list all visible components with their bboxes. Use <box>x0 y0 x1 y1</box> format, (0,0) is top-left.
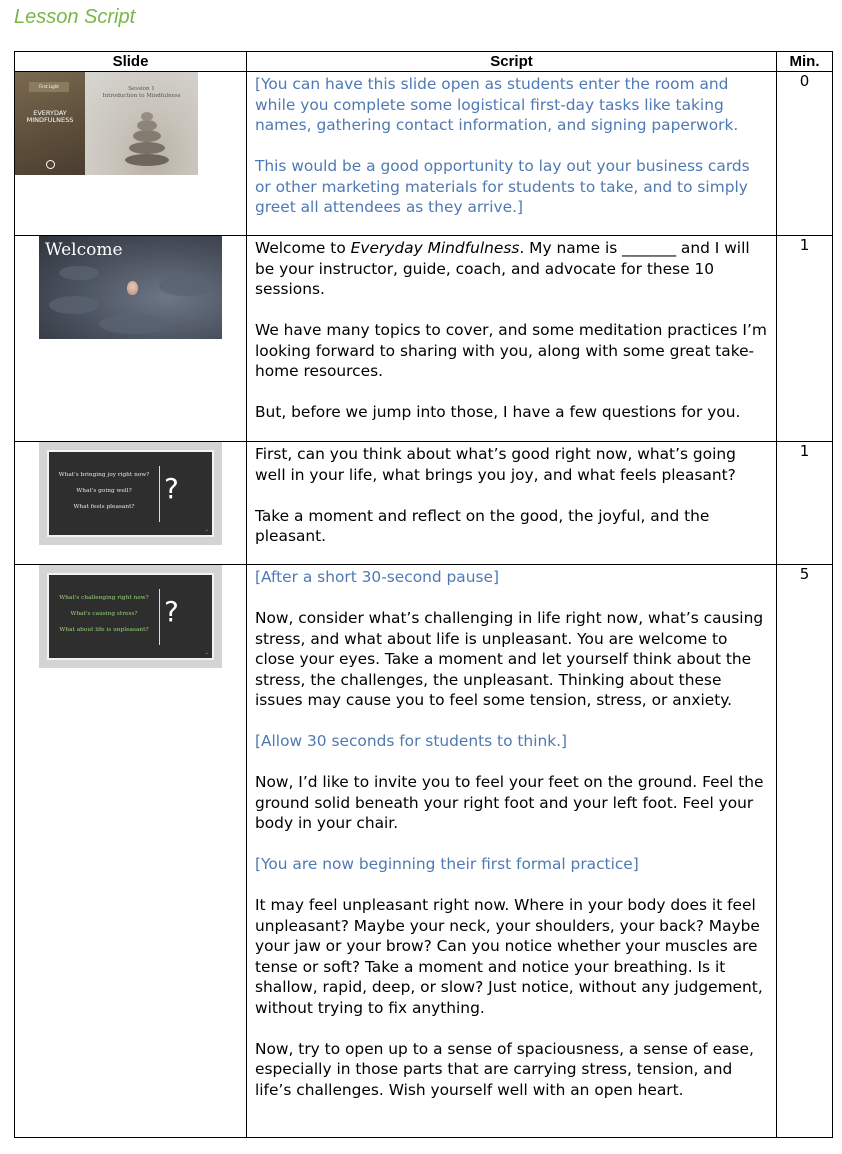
script-cell <box>247 72 777 236</box>
minutes-cell: 1 <box>777 236 833 442</box>
cover-title: EVERYDAY MINDFULNESS <box>26 109 74 124</box>
script-paragraph: Now, I’d like to invite you to feel your feet on the ground. Feel the ground solid beneath your right foot and your left foot. Feel your body in your chair. <box>255 773 764 832</box>
lily-pad-shape <box>99 314 169 334</box>
lily-pad-shape <box>49 296 99 314</box>
slide-frame <box>47 450 214 537</box>
lily-pad-shape <box>59 266 99 280</box>
slide-frame <box>47 573 214 660</box>
slide-thumbnail-welcome <box>39 236 222 339</box>
minutes-cell: 0 <box>777 72 833 236</box>
emphasis-text: Everyday Mindfulness <box>350 239 520 257</box>
slide-cell <box>15 72 247 236</box>
slide-thumbnail-joy <box>39 442 222 545</box>
script-note: [Allow 30 seconds for students to think.] <box>255 732 568 750</box>
script-paragraph: Now, try to open up to a sense of spaciousness, a sense of ease, especially in those parts that are carrying stress, tension, and life’s challenges. Wish yourself well with an open heart. <box>255 1039 754 1099</box>
stone-shape <box>133 130 161 142</box>
script-paragraph: But, before we jump into those, I have a few questions for you. <box>255 403 741 421</box>
stone-shape <box>125 154 169 166</box>
stone-shape <box>141 112 153 121</box>
stone-shape <box>137 120 157 131</box>
script-paragraph: Now, consider what’s challenging in life right now, what’s causing stress, and what about life is unpleasant. You are welcome to close your eyes. Take a moment and let yourself think about the stress, the challenges, the unpleasant. Thinking about these issues may cause you to feel some tension, stress, or anxiety. <box>255 609 764 709</box>
slide-question: What's challenging right now? <box>59 595 149 601</box>
cover-subtitle: Session 1 Introduction to Mindfulness <box>102 86 181 99</box>
slide-question: What's bringing joy right now? <box>58 472 150 478</box>
script-cell <box>247 565 777 1138</box>
question-mark-icon: ? <box>164 472 179 505</box>
script-paragraph: It may feel unpleasant right now. Where in your body does it feel unpleasant? Maybe your neck, your shoulders, your back? Maybe your jaw or your brow? Can you notice whether your muscles are tense or soft? Take a moment and notice your breathing. Is it shallow, rapid, deep, or slow? Just notice, without any judgement, without trying to fix anything. <box>255 896 763 1017</box>
lily-pad-shape <box>159 276 214 296</box>
slide-cell <box>15 565 247 1138</box>
minutes-cell: 1 <box>777 442 833 565</box>
slide-cell <box>15 236 247 442</box>
divider <box>159 589 160 645</box>
lotus-bud-icon <box>127 281 138 295</box>
slide-thumbnail-cover <box>15 72 198 175</box>
question-mark-icon: ? <box>164 595 179 628</box>
script-note: This would be a good opportunity to lay out your business cards or other marketing materials for students to take, and to simply greet all attendees as they arrive.] <box>255 157 750 216</box>
slide-question: What about life is unpleasant? <box>59 627 149 633</box>
header-slide: Slide <box>15 52 247 72</box>
slide-question: What feels pleasant? <box>73 504 135 510</box>
script-note: [After a short 30-second pause] <box>255 568 499 586</box>
table-header-row <box>15 52 833 72</box>
stones-photo <box>85 72 198 175</box>
script-paragraph: We have many topics to cover, and some meditation practices I’m looking forward to sharing with you, along with some great take-home resources. <box>255 321 767 380</box>
slide-footer: • <box>205 651 208 656</box>
script-note: [You can have this slide open as students enter the room and while you complete some logistical first-day tasks like taking names, gathering contact information, and signing paperwork. <box>255 75 739 134</box>
slide-question: What's going well? <box>76 488 132 494</box>
divider <box>159 466 160 522</box>
script-paragraph <box>255 238 768 300</box>
logo-icon <box>46 160 55 169</box>
stone-shape <box>129 142 165 154</box>
script-cell <box>247 442 777 565</box>
script-paragraph: First, can you think about what’s good right now, what’s going well in your life, what brings you joy, and what feels pleasant? <box>255 445 736 484</box>
lesson-script-table <box>14 51 833 1138</box>
script-paragraph: Take a moment and reflect on the good, the joyful, and the pleasant. <box>255 506 710 545</box>
header-minutes: Min. <box>777 52 833 72</box>
cover-badge: First Light <box>29 82 69 92</box>
text-run: . My name is _______ and I will be your instructor, guide, coach, and advocate for these 10 sessions. <box>255 239 750 298</box>
slide-footer: • <box>205 528 208 533</box>
table-row <box>15 236 833 442</box>
table-row <box>15 442 833 565</box>
slide-overlay-text: Welcome <box>45 240 123 260</box>
header-script: Script <box>247 52 777 72</box>
slide-cell <box>15 442 247 565</box>
table-row <box>15 72 833 236</box>
cover-panel <box>15 72 85 175</box>
slide-thumbnail-challenge <box>39 565 222 668</box>
script-note: [You are now beginning their first formal practice] <box>255 855 639 873</box>
document-title: Lesson Script <box>14 6 136 28</box>
table-row <box>15 565 833 1138</box>
minutes-cell: 5 <box>777 565 833 1138</box>
text-run: Welcome to <box>255 239 351 257</box>
slide-question: What's causing stress? <box>70 611 138 617</box>
script-cell <box>247 236 777 442</box>
